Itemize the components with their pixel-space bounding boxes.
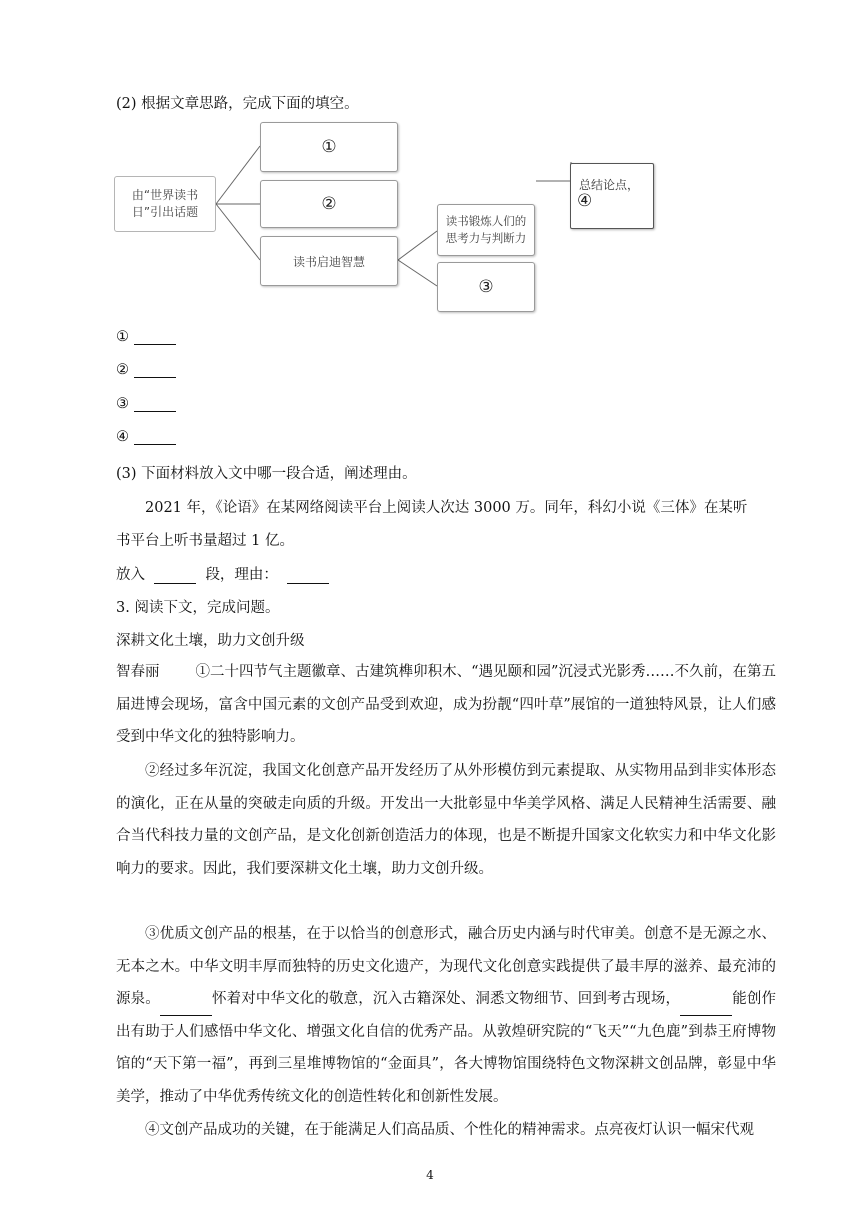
blank-4-line[interactable]	[134, 430, 176, 445]
paragraph-3-part-b: 怀着对中华文化的敬意，沉入古籍深处、洞悉文物细节、回到考古现场，	[211, 991, 681, 1007]
summary-number: ④	[577, 191, 593, 211]
q2-prompt: (2) 根据文章思路，完成下面的填空。	[116, 96, 359, 112]
diagram-node-2	[260, 180, 398, 228]
paragraph-3-part-a: ③优质文创产品的根基，在于以恰当的创意形式，融合历史内涵与时代审美。创意不是无源之水、无本之木。中华文明丰厚而独特的历史文化遗产，为现代文化创意实践提供了最丰厚的滋养、最充沛的源泉。	[116, 926, 776, 1007]
blank-3-label: ③	[116, 396, 129, 412]
diagram-node-1	[260, 122, 398, 172]
summary-label: 总结论点，	[579, 178, 640, 192]
paragraph-1-text: ①二十四节气主题徽章、古建筑榫卯积木、“遇见颐和园”沉浸式光影秀……不久前，在第五届进博会现场，富含中国元素的文创产品受到欢迎，成为扮靓“四叶草”展馆的一道独特风景，让人们感受到中华文化的独特影响力。	[116, 664, 776, 745]
article-paragraph-3	[116, 918, 776, 1113]
node-reading-wisdom-label: 读书启迪智慧	[292, 254, 365, 269]
paragraph-3-part-c: 能创作出有助于人们感悟中华文化、增强文化自信的优秀产品。从敦煌研究院的“飞天”“九色鹿”到恭王府博物馆的“天下第一福”，再到三星堆博物馆的“金面具”，各大博物馆围绕特色文物深耕文创品牌，彰显中华美学，推动了中华优秀传统文化的创造性转化和创新性发展。	[116, 991, 777, 1105]
diagram-root-node	[114, 176, 216, 232]
q3-prompt: (3) 下面材料放入文中哪一段合适，阐述理由。	[116, 466, 417, 482]
diagram-summary-box	[570, 163, 654, 229]
page-number: 4	[426, 1168, 434, 1182]
q3-material-line-2: 书平台上听书量超过 1 亿。	[116, 533, 294, 549]
mind-map-diagram	[112, 118, 542, 318]
summary-connector	[536, 180, 570, 184]
answer-blank-2[interactable]	[116, 362, 176, 378]
article-paragraph-2: ②经过多年沉淀，我国文化创意产品开发经历了从外形模仿到元素提取、从实物用品到非实体形态的演化，正在从量的突破走向质的升级。开发出一大批彰显中华美学风格、满足人民精神生活需要、融合当代科技力量的文创产品，是文化创新创造活力的体现，也是不断提升国家文化软实力和中华文化影响力的要求。因此，我们要深耕文化土壤，助力文创升级。	[116, 763, 776, 877]
article-title: 深耕文化土壤，助力文创升级	[116, 633, 305, 649]
q3-answer-mid: 段，理由：	[205, 567, 278, 583]
diagram-node-3	[437, 262, 535, 312]
q3-paragraph-blank[interactable]	[154, 569, 196, 584]
blank-4-label: ④	[116, 429, 129, 445]
node-3-number: ③	[478, 277, 494, 297]
article-paragraph-4: ④文创产品成功的关键，在于能满足人们高品质、个性化的精神需求。点亮夜灯认识一幅宋代观	[145, 1122, 754, 1138]
blank-2-label: ②	[116, 362, 129, 378]
blank-1-line[interactable]	[134, 330, 176, 345]
q3-reason-blank[interactable]	[287, 569, 329, 584]
node-thinking-label: 读书锻炼人们的思考力与判断力	[445, 214, 527, 245]
node-1-number: ①	[321, 137, 337, 157]
blank-2-line[interactable]	[134, 363, 176, 378]
blank-3-line[interactable]	[134, 397, 176, 412]
node-2-number: ②	[321, 194, 337, 214]
q3-answer-prefix: 放入	[116, 567, 145, 583]
answer-blank-3[interactable]	[116, 396, 176, 412]
section3-header: 3. 阅读下文，完成问题。	[116, 600, 280, 616]
diagram-node-thinking	[437, 204, 535, 256]
q3-material-line-1: 2021 年，《论语》在某网络阅读平台上阅读人次达 3000 万。同年，科幻小说《三体》在某听	[145, 500, 748, 516]
paragraph-3-blank-2[interactable]	[680, 1001, 732, 1016]
blank-1-label: ①	[116, 329, 129, 345]
q3-answer-line	[116, 563, 329, 584]
diagram-node-reading-wisdom	[260, 236, 398, 286]
answer-blank-4[interactable]	[116, 429, 176, 445]
diagram-root-label: 由“世界读书日”引出话题	[131, 188, 199, 219]
article-author: 智春丽	[116, 664, 160, 680]
article-paragraph-1	[116, 656, 776, 754]
answer-blank-1[interactable]	[116, 329, 176, 345]
paragraph-3-blank-1[interactable]	[160, 1001, 212, 1016]
